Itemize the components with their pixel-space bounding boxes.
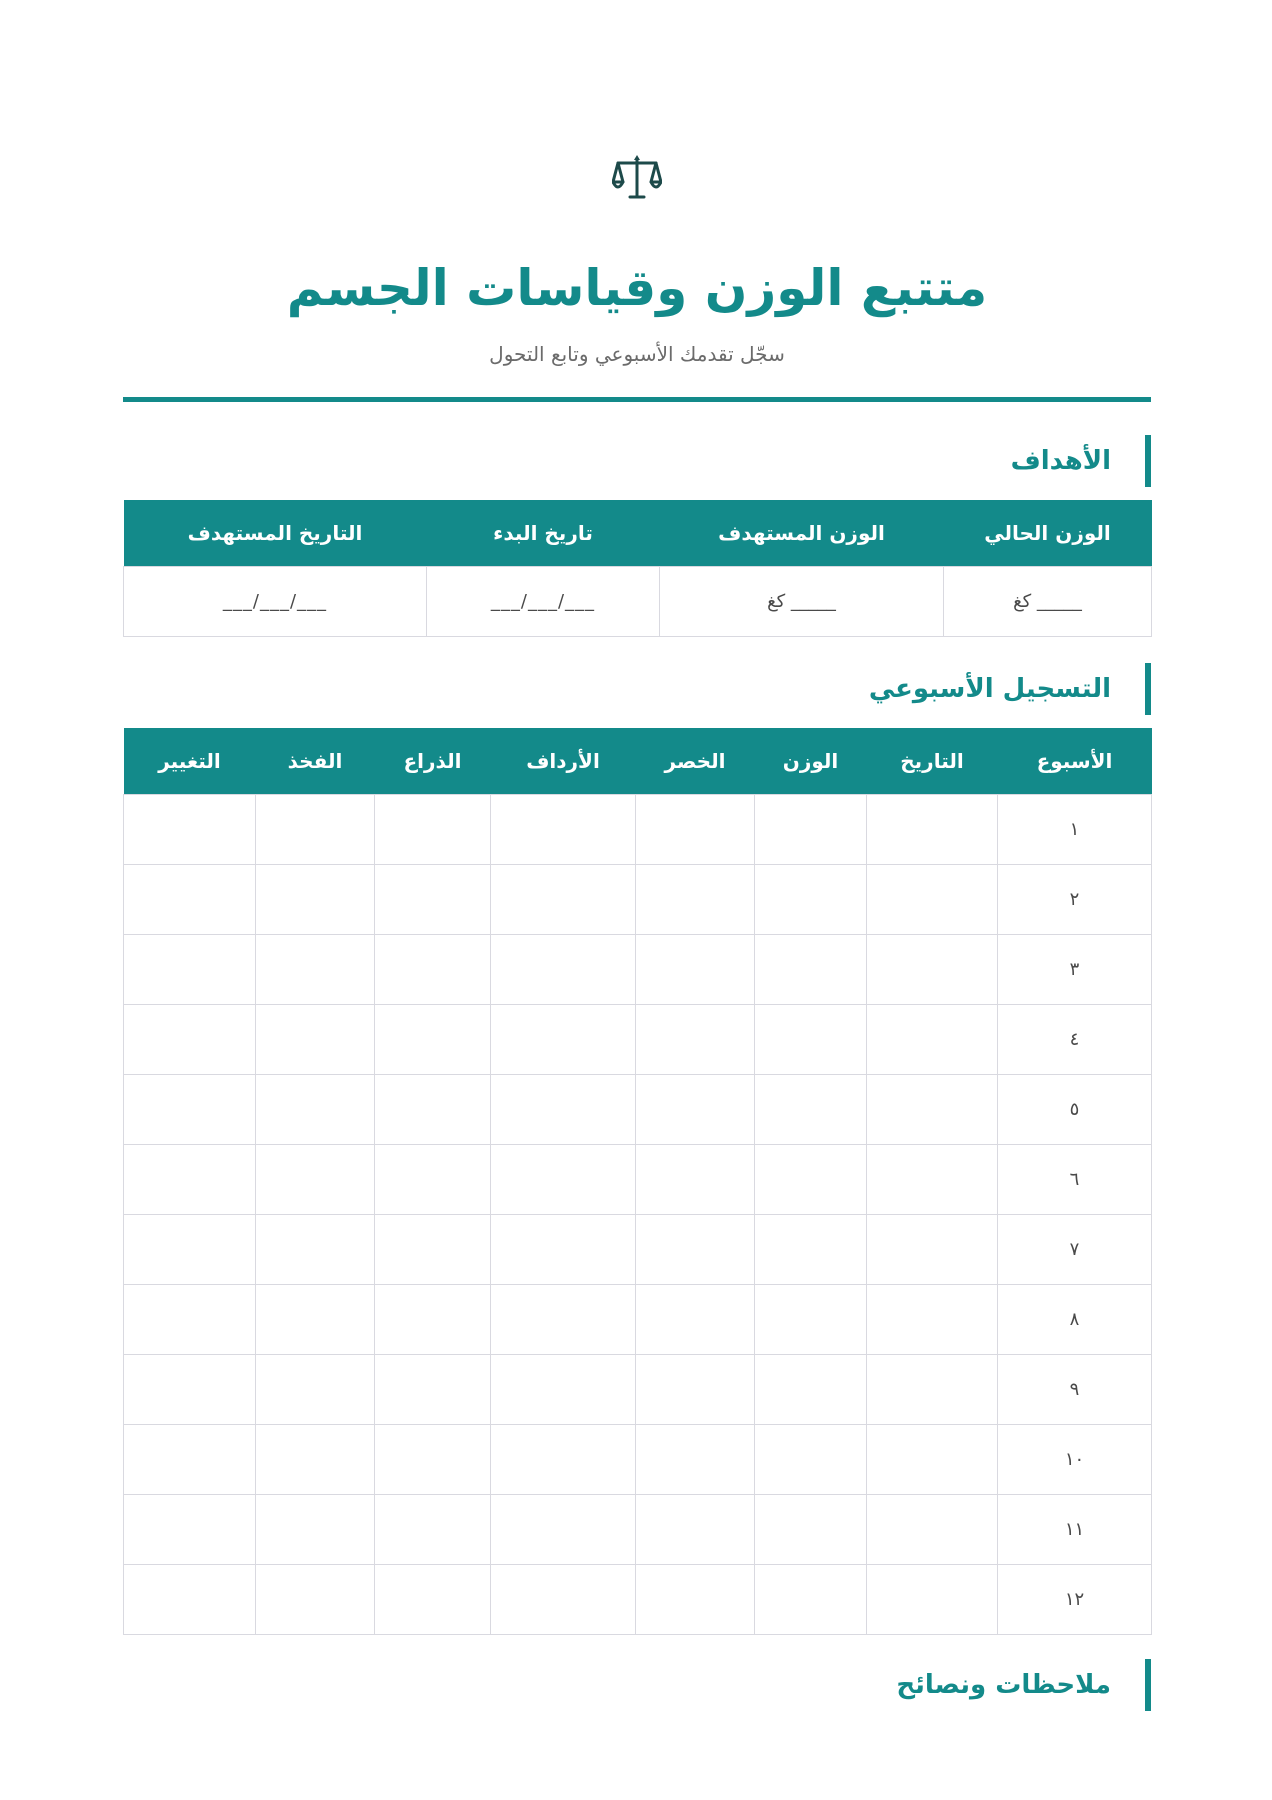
table-row	[124, 1074, 1152, 1144]
hips-cell[interactable]	[491, 794, 636, 864]
change-cell[interactable]	[124, 1494, 256, 1564]
hips-cell[interactable]	[491, 1494, 636, 1564]
weekly-log-body	[124, 794, 1152, 1634]
weekly-log-table	[123, 728, 1152, 1635]
col-arm: الذراع	[375, 728, 491, 794]
goals-col-target-weight: الوزن المستهدف	[660, 500, 944, 566]
hips-cell[interactable]	[491, 1424, 636, 1494]
hips-cell[interactable]	[491, 864, 636, 934]
hips-cell[interactable]	[491, 1144, 636, 1214]
section-accent-bar	[1145, 435, 1151, 487]
waist-cell[interactable]	[636, 1144, 755, 1214]
thigh-cell[interactable]	[256, 1424, 375, 1494]
hips-cell[interactable]	[491, 934, 636, 1004]
weight-cell[interactable]	[755, 1494, 867, 1564]
week-number: ١٢	[998, 1564, 1152, 1634]
week-number: ١١	[998, 1494, 1152, 1564]
table-row	[124, 1494, 1152, 1564]
date-cell[interactable]	[867, 1284, 998, 1354]
col-waist: الخصر	[636, 728, 755, 794]
goals-heading-label: الأهداف	[1010, 446, 1111, 476]
weight-cell[interactable]	[755, 1354, 867, 1424]
week-number: ١	[998, 794, 1152, 864]
thigh-cell[interactable]	[256, 1004, 375, 1074]
thigh-cell[interactable]	[256, 1144, 375, 1214]
arm-cell[interactable]	[375, 1494, 491, 1564]
weight-cell[interactable]	[755, 1564, 867, 1634]
hips-cell[interactable]	[491, 1564, 636, 1634]
waist-cell[interactable]	[636, 1354, 755, 1424]
change-cell[interactable]	[124, 1424, 256, 1494]
thigh-cell[interactable]	[256, 1354, 375, 1424]
balance-scale-icon	[612, 154, 662, 202]
date-cell[interactable]	[867, 934, 998, 1004]
change-cell[interactable]	[124, 934, 256, 1004]
table-row	[124, 1144, 1152, 1214]
hips-cell[interactable]	[491, 1004, 636, 1074]
page-subtitle: سجّل تقدمك الأسبوعي وتابع التحول	[489, 342, 785, 366]
week-number: ٢	[998, 864, 1152, 934]
target-weight-field[interactable]: _____ كغ	[660, 566, 944, 636]
change-cell[interactable]	[124, 864, 256, 934]
week-number: ٨	[998, 1284, 1152, 1354]
col-week: الأسبوع	[998, 728, 1152, 794]
current-weight-field[interactable]: _____ كغ	[944, 566, 1152, 636]
date-cell[interactable]	[867, 1494, 998, 1564]
logo	[123, 154, 1151, 202]
goals-col-current-weight: الوزن الحالي	[944, 500, 1152, 566]
week-number: ٣	[998, 934, 1152, 1004]
section-accent-bar	[1145, 663, 1151, 715]
arm-cell[interactable]	[375, 1074, 491, 1144]
table-row	[124, 1214, 1152, 1284]
date-cell[interactable]	[867, 864, 998, 934]
waist-cell[interactable]	[636, 1074, 755, 1144]
thigh-cell[interactable]	[256, 1284, 375, 1354]
table-row	[124, 1004, 1152, 1074]
waist-cell[interactable]	[636, 1564, 755, 1634]
target-date-field[interactable]: ___/___/___	[124, 566, 427, 636]
change-cell[interactable]	[124, 794, 256, 864]
waist-cell[interactable]	[636, 1494, 755, 1564]
change-cell[interactable]	[124, 1564, 256, 1634]
arm-cell[interactable]	[375, 1004, 491, 1074]
arm-cell[interactable]	[375, 934, 491, 1004]
col-weight: الوزن	[755, 728, 867, 794]
arm-cell[interactable]	[375, 1284, 491, 1354]
arm-cell[interactable]	[375, 864, 491, 934]
thigh-cell[interactable]	[256, 1494, 375, 1564]
table-row	[124, 1354, 1152, 1424]
waist-cell[interactable]	[636, 1214, 755, 1284]
change-cell[interactable]	[124, 1354, 256, 1424]
table-row	[124, 1564, 1152, 1634]
date-cell[interactable]	[867, 1004, 998, 1074]
header-divider	[123, 397, 1151, 402]
table-row	[124, 794, 1152, 864]
change-cell[interactable]	[124, 1214, 256, 1284]
page-title: متتبع الوزن وقياسات الجسم	[286, 259, 988, 317]
change-cell[interactable]	[124, 1144, 256, 1214]
week-number: ٥	[998, 1074, 1152, 1144]
weight-cell[interactable]	[755, 864, 867, 934]
weight-cell[interactable]	[755, 1074, 867, 1144]
table-row	[124, 1284, 1152, 1354]
arm-cell[interactable]	[375, 1354, 491, 1424]
hips-cell[interactable]	[491, 1284, 636, 1354]
weight-cell[interactable]	[755, 934, 867, 1004]
col-thigh: الفخذ	[256, 728, 375, 794]
goals-col-start-date: تاريخ البدء	[427, 500, 660, 566]
weekly-header-row	[124, 728, 1152, 794]
weight-cell[interactable]	[755, 1214, 867, 1284]
change-cell[interactable]	[124, 1284, 256, 1354]
thigh-cell[interactable]	[256, 1564, 375, 1634]
thigh-cell[interactable]	[256, 864, 375, 934]
waist-cell[interactable]	[636, 794, 755, 864]
arm-cell[interactable]	[375, 1214, 491, 1284]
weekly-heading-label: التسجيل الأسبوعي	[868, 674, 1111, 704]
weight-cell[interactable]	[755, 1284, 867, 1354]
date-cell[interactable]	[867, 1144, 998, 1214]
goals-header-row	[124, 500, 1152, 566]
change-cell[interactable]	[124, 1074, 256, 1144]
arm-cell[interactable]	[375, 1564, 491, 1634]
weight-cell[interactable]	[755, 1144, 867, 1214]
start-date-field[interactable]: ___/___/___	[427, 566, 660, 636]
date-cell[interactable]	[867, 794, 998, 864]
change-cell[interactable]	[124, 1004, 256, 1074]
arm-cell[interactable]	[375, 1424, 491, 1494]
week-number: ٦	[998, 1144, 1152, 1214]
date-cell[interactable]	[867, 1074, 998, 1144]
week-number: ٤	[998, 1004, 1152, 1074]
tracker-page	[123, 0, 1151, 1800]
arm-cell[interactable]	[375, 1144, 491, 1214]
weight-cell[interactable]	[755, 1424, 867, 1494]
waist-cell[interactable]	[636, 1424, 755, 1494]
table-row	[124, 1424, 1152, 1494]
weight-cell[interactable]	[755, 1004, 867, 1074]
date-cell[interactable]	[867, 1214, 998, 1284]
week-number: ٩	[998, 1354, 1152, 1424]
hips-cell[interactable]	[491, 1074, 636, 1144]
thigh-cell[interactable]	[256, 1214, 375, 1284]
weekly-section-heading	[869, 663, 1151, 715]
section-accent-bar	[1145, 1659, 1151, 1711]
waist-cell[interactable]	[636, 1284, 755, 1354]
col-hips: الأرداف	[491, 728, 636, 794]
thigh-cell[interactable]	[256, 934, 375, 1004]
date-cell[interactable]	[867, 1564, 998, 1634]
waist-cell[interactable]	[636, 934, 755, 1004]
hips-cell[interactable]	[491, 1214, 636, 1284]
notes-heading-label: ملاحظات ونصائح	[896, 1670, 1111, 1700]
goals-col-target-date: التاريخ المستهدف	[124, 500, 427, 566]
table-row	[124, 864, 1152, 934]
goals-table	[123, 500, 1152, 637]
goals-values-row	[124, 566, 1152, 636]
date-cell[interactable]	[867, 1424, 998, 1494]
week-number: ٧	[998, 1214, 1152, 1284]
thigh-cell[interactable]	[256, 794, 375, 864]
weight-cell[interactable]	[755, 794, 867, 864]
table-row	[124, 934, 1152, 1004]
week-number: ١٠	[998, 1424, 1152, 1494]
goals-section-heading	[1011, 435, 1151, 487]
hips-cell[interactable]	[491, 1354, 636, 1424]
notes-section-heading	[896, 1659, 1151, 1711]
col-date: التاريخ	[867, 728, 998, 794]
thigh-cell[interactable]	[256, 1074, 375, 1144]
waist-cell[interactable]	[636, 864, 755, 934]
date-cell[interactable]	[867, 1354, 998, 1424]
waist-cell[interactable]	[636, 1004, 755, 1074]
col-change: التغيير	[124, 728, 256, 794]
arm-cell[interactable]	[375, 794, 491, 864]
